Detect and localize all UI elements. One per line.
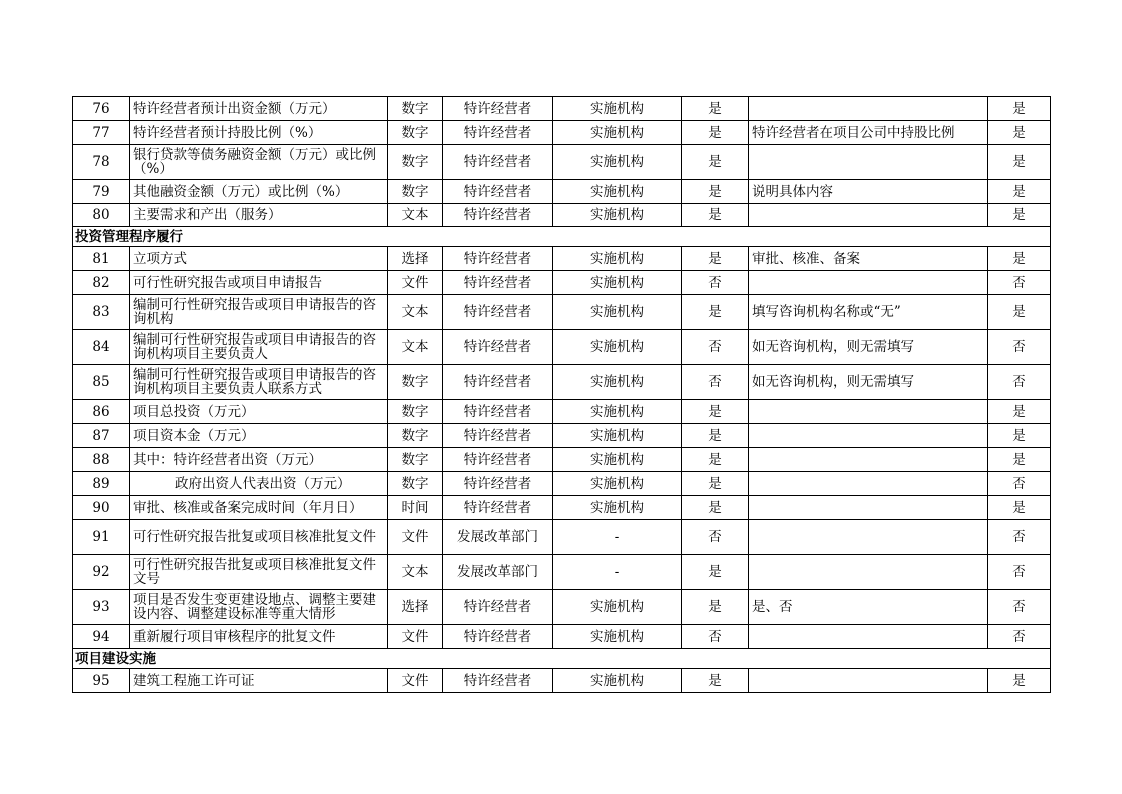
table-row	[73, 448, 1051, 472]
format-cell: 数字	[388, 121, 443, 145]
public-cell: 是	[988, 204, 1051, 227]
reviewer-cell: -	[553, 520, 682, 555]
format-cell: 文件	[388, 271, 443, 295]
provider-cell: 特许经营者	[443, 424, 553, 448]
required-cell: 是	[682, 496, 749, 520]
item-name-cell: 项目总投资（万元）	[130, 400, 388, 424]
note-cell	[749, 271, 988, 295]
provider-cell: 特许经营者	[443, 472, 553, 496]
item-number-cell: 76	[73, 97, 130, 121]
required-cell: 否	[682, 365, 749, 400]
table-row	[73, 295, 1051, 330]
reviewer-cell: 实施机构	[553, 295, 682, 330]
reviewer-cell: 实施机构	[553, 121, 682, 145]
provider-cell: 发展改革部门	[443, 555, 553, 590]
item-number-cell: 77	[73, 121, 130, 145]
note-cell	[749, 400, 988, 424]
table-row	[73, 400, 1051, 424]
format-cell: 文件	[388, 625, 443, 649]
provider-cell: 特许经营者	[443, 97, 553, 121]
provider-cell: 特许经营者	[443, 496, 553, 520]
required-cell: 否	[682, 271, 749, 295]
required-cell: 是	[682, 669, 749, 693]
provider-cell: 特许经营者	[443, 448, 553, 472]
item-name-cell: 项目资本金（万元）	[130, 424, 388, 448]
format-cell: 文本	[388, 555, 443, 590]
item-name-cell: 政府出资人代表出资（万元）	[130, 472, 388, 496]
public-cell: 是	[988, 669, 1051, 693]
table-row	[73, 669, 1051, 693]
reviewer-cell: 实施机构	[553, 145, 682, 180]
reviewer-cell: 实施机构	[553, 330, 682, 365]
reviewer-cell: 实施机构	[553, 625, 682, 649]
required-cell: 是	[682, 180, 749, 204]
format-cell: 文件	[388, 669, 443, 693]
required-cell: 否	[682, 330, 749, 365]
public-cell: 是	[988, 400, 1051, 424]
item-number-cell: 78	[73, 145, 130, 180]
note-cell: 说明具体内容	[749, 180, 988, 204]
note-cell: 如无咨询机构，则无需填写	[749, 365, 988, 400]
format-cell: 数字	[388, 424, 443, 448]
reviewer-cell: 实施机构	[553, 97, 682, 121]
item-number-cell: 91	[73, 520, 130, 555]
item-name-cell: 主要需求和产出（服务）	[130, 204, 388, 227]
required-cell: 是	[682, 295, 749, 330]
format-cell: 文件	[388, 520, 443, 555]
table-body	[73, 97, 1051, 693]
public-cell: 是	[988, 295, 1051, 330]
required-cell: 是	[682, 204, 749, 227]
required-cell: 是	[682, 472, 749, 496]
provider-cell: 特许经营者	[443, 625, 553, 649]
table-row	[73, 204, 1051, 227]
required-cell: 是	[682, 145, 749, 180]
required-cell: 否	[682, 625, 749, 649]
public-cell: 否	[988, 365, 1051, 400]
reviewer-cell: 实施机构	[553, 424, 682, 448]
item-number-cell: 88	[73, 448, 130, 472]
format-cell: 文本	[388, 295, 443, 330]
table-row	[73, 424, 1051, 448]
item-name-cell: 审批、核准或备案完成时间（年月日）	[130, 496, 388, 520]
required-cell: 是	[682, 247, 749, 271]
item-number-cell: 90	[73, 496, 130, 520]
note-cell	[749, 145, 988, 180]
format-cell: 文本	[388, 204, 443, 227]
required-cell: 是	[682, 97, 749, 121]
table-row	[73, 121, 1051, 145]
item-number-cell: 94	[73, 625, 130, 649]
public-cell: 否	[988, 520, 1051, 555]
note-cell	[749, 204, 988, 227]
reviewer-cell: 实施机构	[553, 448, 682, 472]
public-cell: 是	[988, 448, 1051, 472]
reviewer-cell: -	[553, 555, 682, 590]
item-number-cell: 95	[73, 669, 130, 693]
public-cell: 是	[988, 180, 1051, 204]
note-cell	[749, 97, 988, 121]
note-cell	[749, 669, 988, 693]
public-cell: 否	[988, 330, 1051, 365]
format-cell: 数字	[388, 180, 443, 204]
public-cell: 是	[988, 424, 1051, 448]
public-cell: 是	[988, 97, 1051, 121]
format-cell: 数字	[388, 145, 443, 180]
reviewer-cell: 实施机构	[553, 472, 682, 496]
item-number-cell: 81	[73, 247, 130, 271]
provider-cell: 特许经营者	[443, 400, 553, 424]
required-cell: 是	[682, 448, 749, 472]
reviewer-cell: 实施机构	[553, 271, 682, 295]
table-row	[73, 472, 1051, 496]
required-cell: 是	[682, 424, 749, 448]
public-cell: 否	[988, 625, 1051, 649]
public-cell: 是	[988, 145, 1051, 180]
format-cell: 时间	[388, 496, 443, 520]
note-cell	[749, 424, 988, 448]
required-cell: 是	[682, 590, 749, 625]
format-cell: 选择	[388, 590, 443, 625]
table-row	[73, 496, 1051, 520]
note-cell	[749, 448, 988, 472]
required-cell: 是	[682, 121, 749, 145]
reviewer-cell: 实施机构	[553, 365, 682, 400]
note-cell: 是、否	[749, 590, 988, 625]
note-cell	[749, 496, 988, 520]
item-number-cell: 80	[73, 204, 130, 227]
note-cell	[749, 472, 988, 496]
section-title: 投资管理程序履行	[73, 227, 1051, 247]
section-title: 项目建设实施	[73, 649, 1051, 669]
reviewer-cell: 实施机构	[553, 204, 682, 227]
item-number-cell: 86	[73, 400, 130, 424]
table-row	[73, 97, 1051, 121]
item-name-cell: 其中：特许经营者出资（万元）	[130, 448, 388, 472]
note-cell	[749, 555, 988, 590]
provider-cell: 特许经营者	[443, 365, 553, 400]
table-row	[73, 330, 1051, 365]
data-items-table	[72, 96, 1051, 693]
note-cell	[749, 625, 988, 649]
provider-cell: 特许经营者	[443, 247, 553, 271]
public-cell: 否	[988, 590, 1051, 625]
note-cell: 特许经营者在项目公司中持股比例	[749, 121, 988, 145]
item-name-cell: 编制可行性研究报告或项目申请报告的咨询机构	[130, 295, 388, 330]
item-number-cell: 82	[73, 271, 130, 295]
public-cell: 是	[988, 247, 1051, 271]
item-number-cell: 84	[73, 330, 130, 365]
item-name-cell: 银行贷款等债务融资金额（万元）或比例（%）	[130, 145, 388, 180]
item-name-cell: 编制可行性研究报告或项目申请报告的咨询机构项目主要负责人	[130, 330, 388, 365]
provider-cell: 特许经营者	[443, 180, 553, 204]
format-cell: 数字	[388, 400, 443, 424]
format-cell: 文本	[388, 330, 443, 365]
reviewer-cell: 实施机构	[553, 590, 682, 625]
note-cell: 审批、核准、备案	[749, 247, 988, 271]
required-cell: 是	[682, 400, 749, 424]
note-cell	[749, 520, 988, 555]
required-cell: 否	[682, 520, 749, 555]
item-name-cell: 其他融资金额（万元）或比例（%）	[130, 180, 388, 204]
reviewer-cell: 实施机构	[553, 180, 682, 204]
item-number-cell: 89	[73, 472, 130, 496]
item-name-cell: 特许经营者预计持股比例（%）	[130, 121, 388, 145]
format-cell: 数字	[388, 97, 443, 121]
public-cell: 否	[988, 472, 1051, 496]
table-row	[73, 145, 1051, 180]
item-name-cell: 编制可行性研究报告或项目申请报告的咨询机构项目主要负责人联系方式	[130, 365, 388, 400]
format-cell: 数字	[388, 448, 443, 472]
item-name-cell: 可行性研究报告批复或项目核准批复文件	[130, 520, 388, 555]
item-name-cell: 重新履行项目审核程序的批复文件	[130, 625, 388, 649]
table-row	[73, 520, 1051, 555]
reviewer-cell: 实施机构	[553, 496, 682, 520]
required-cell: 是	[682, 555, 749, 590]
item-name-cell: 特许经营者预计出资金额（万元）	[130, 97, 388, 121]
item-number-cell: 83	[73, 295, 130, 330]
table-row	[73, 625, 1051, 649]
format-cell: 数字	[388, 472, 443, 496]
table-row	[73, 555, 1051, 590]
item-number-cell: 85	[73, 365, 130, 400]
table-row	[73, 247, 1051, 271]
provider-cell: 特许经营者	[443, 145, 553, 180]
table-row	[73, 180, 1051, 204]
provider-cell: 特许经营者	[443, 204, 553, 227]
provider-cell: 特许经营者	[443, 669, 553, 693]
note-cell: 如无咨询机构，则无需填写	[749, 330, 988, 365]
note-cell: 填写咨询机构名称或“无”	[749, 295, 988, 330]
reviewer-cell: 实施机构	[553, 247, 682, 271]
item-number-cell: 79	[73, 180, 130, 204]
item-name-cell: 建筑工程施工许可证	[130, 669, 388, 693]
provider-cell: 特许经营者	[443, 330, 553, 365]
provider-cell: 特许经营者	[443, 271, 553, 295]
item-number-cell: 92	[73, 555, 130, 590]
format-cell: 选择	[388, 247, 443, 271]
table-row	[73, 365, 1051, 400]
item-name-cell: 可行性研究报告批复或项目核准批复文件文号	[130, 555, 388, 590]
public-cell: 是	[988, 496, 1051, 520]
item-name-cell: 项目是否发生变更建设地点、调整主要建设内容、调整建设标准等重大情形	[130, 590, 388, 625]
item-name-cell: 立项方式	[130, 247, 388, 271]
public-cell: 否	[988, 271, 1051, 295]
provider-cell: 特许经营者	[443, 295, 553, 330]
reviewer-cell: 实施机构	[553, 400, 682, 424]
public-cell: 否	[988, 555, 1051, 590]
provider-cell: 特许经营者	[443, 121, 553, 145]
item-number-cell: 87	[73, 424, 130, 448]
reviewer-cell: 实施机构	[553, 669, 682, 693]
item-number-cell: 93	[73, 590, 130, 625]
item-name-cell: 可行性研究报告或项目申请报告	[130, 271, 388, 295]
provider-cell: 发展改革部门	[443, 520, 553, 555]
table-row	[73, 590, 1051, 625]
section-header-row	[73, 649, 1051, 669]
table-row	[73, 271, 1051, 295]
provider-cell: 特许经营者	[443, 590, 553, 625]
format-cell: 数字	[388, 365, 443, 400]
public-cell: 是	[988, 121, 1051, 145]
section-header-row	[73, 227, 1051, 247]
